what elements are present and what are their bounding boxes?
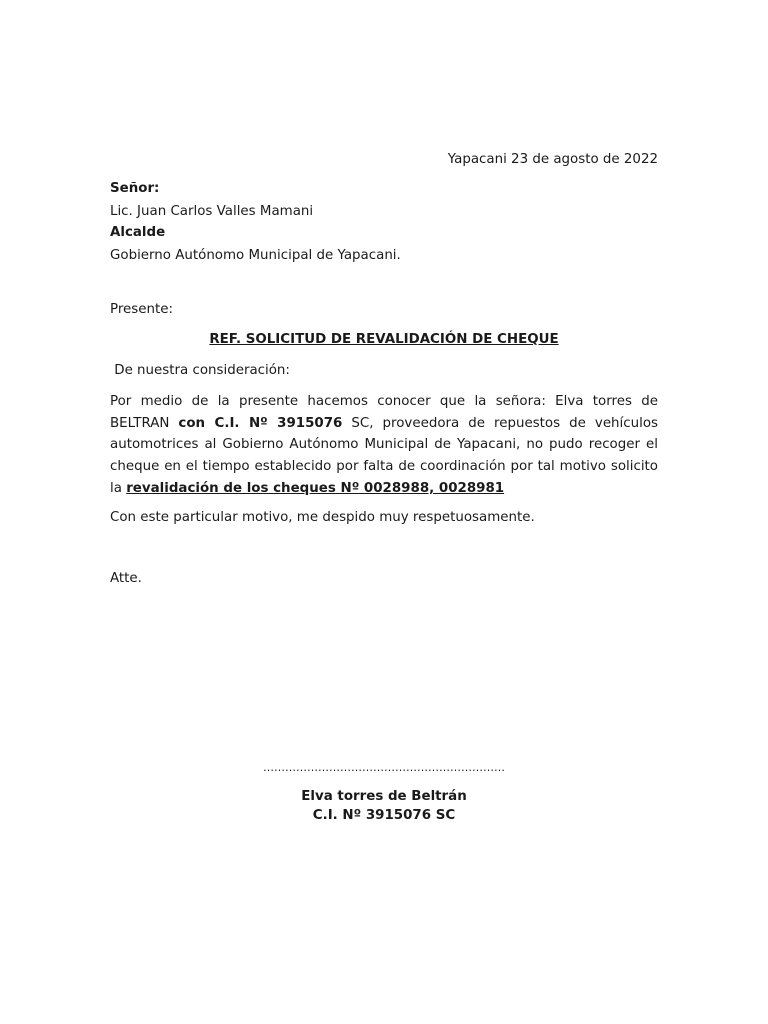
reference-heading	[110, 330, 658, 350]
recipient-position: Alcalde	[110, 225, 166, 240]
recipient-institution: Gobierno Autónomo Municipal de Yapacani.	[110, 248, 401, 263]
body-paragraph	[110, 391, 658, 500]
closing-line: Con este particular motivo, me despido muy respetuosamente.	[110, 510, 535, 525]
signature-dots: …………………………………………………………	[263, 761, 505, 774]
reference-text: REF. SOLICITUD DE REVALIDACIÓN DE CHEQUE	[209, 332, 559, 347]
atte-line: Atte.	[110, 571, 142, 586]
date-line: Yapacani 23 de agosto de 2022	[447, 152, 658, 167]
greeting-line: De nuestra consideración:	[110, 363, 290, 378]
body-cheques-bold: revalidación de los cheques Nº 0028988, 0028981	[126, 480, 505, 496]
body-text-part1: Por medio de la presente hacemos conocer que la señora: Elva torres de BELTRAN	[110, 394, 658, 431]
body-text-part2: SC, proveedora de repuestos de vehículos automotrices al Gobierno Autónomo Municipal de Yapacani, no pudo recoger el cheque en el tiempo establecido por falta de coordinación por tal motivo solicito la	[110, 415, 658, 496]
signature-name: Elva torres de Beltrán	[301, 789, 467, 804]
presente-line: Presente:	[110, 302, 173, 317]
recipient-name: Lic. Juan Carlos Valles Mamani	[110, 204, 314, 219]
signature-ci: C.I. Nº 3915076 SC	[312, 808, 456, 823]
body-ci-bold: con C.I. Nº 3915076	[178, 415, 343, 431]
recipient-salutation: Señor:	[110, 181, 160, 196]
